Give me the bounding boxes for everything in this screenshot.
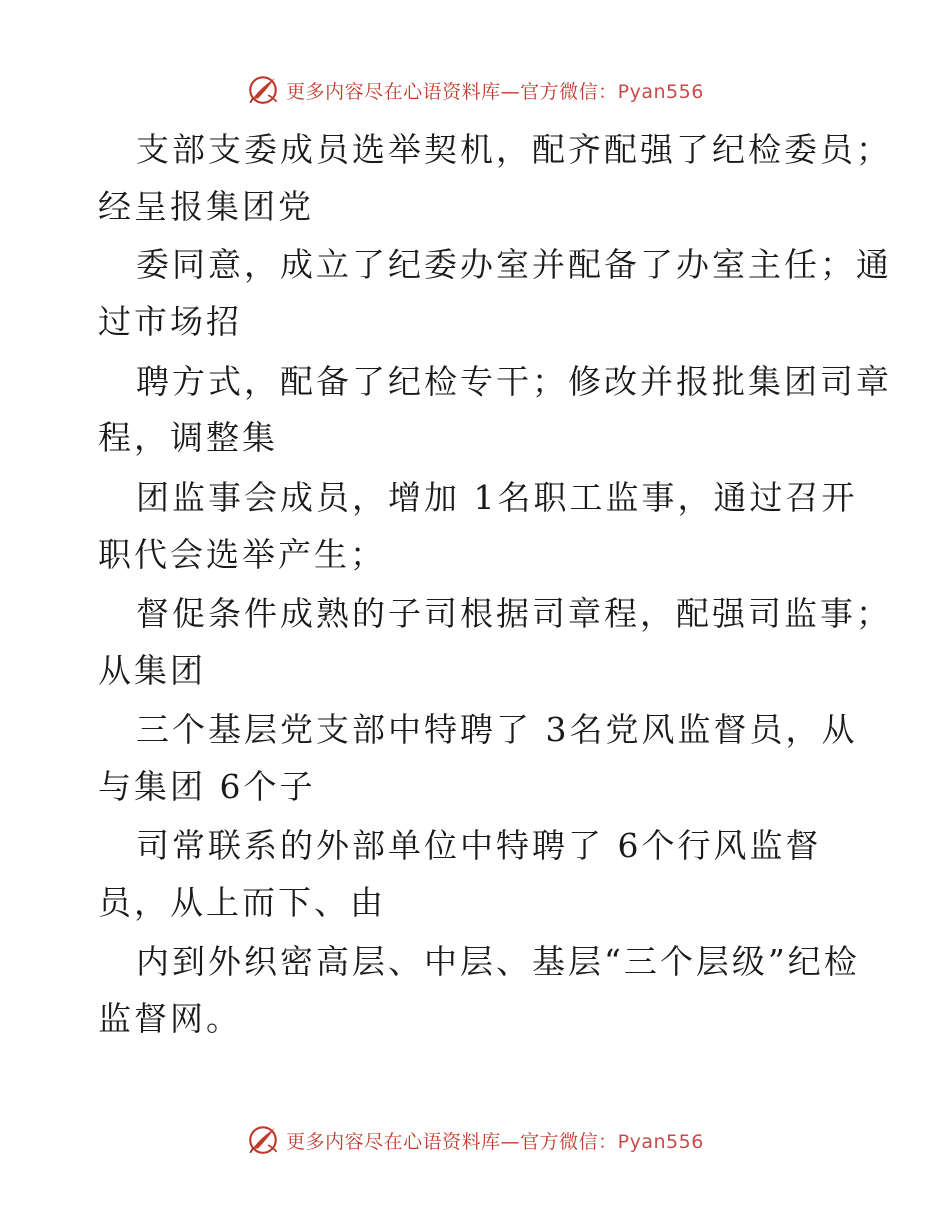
quill-pen-logo-icon [246, 1123, 280, 1157]
text-line: 督促条件成熟的子司根据司章程，配强司监事； [136, 594, 892, 633]
text-line: 经呈报集团党 [98, 187, 314, 226]
text-line: 内到外织密高层、中层、基层“三个层级”纪检 [136, 942, 860, 981]
header-banner [0, 70, 950, 110]
footer-banner-text: 更多内容尽在心语资料库—官方微信：Pyan556 [286, 1130, 704, 1153]
text-line: 职代会选举产生； [98, 535, 386, 574]
text-line: 监督网。 [98, 999, 242, 1038]
text-line: 三个基层党支部中特聘了 3名党风监督员，从 [136, 710, 858, 749]
text-line: 团监事会成员，增加 1名职工监事，通过召开 [136, 478, 858, 517]
text-line: 过市场招 [98, 302, 242, 341]
text-line: 从集团 [98, 651, 206, 690]
text-line: 聘方式，配备了纪检专干；修改并报批集团司章 [136, 362, 892, 401]
footer-banner [0, 1120, 950, 1160]
text-line: 委同意，成立了纪委办室并配备了办室主任；通 [136, 245, 892, 284]
text-line: 支部支委成员选举契机，配齐配强了纪检委员； [136, 130, 892, 169]
text-line: 员，从上而下、由 [98, 883, 386, 922]
footer-wechat-handle: Pyan556 [617, 1130, 704, 1153]
text-line: 司常联系的外部单位中特聘了 6个行风监督 [136, 826, 822, 865]
text-line: 程，调整集 [98, 418, 278, 457]
header-wechat-handle: Pyan556 [617, 80, 704, 103]
quill-pen-logo-icon [246, 73, 280, 107]
header-banner-text: 更多内容尽在心语资料库—官方微信：Pyan556 [286, 80, 704, 103]
text-line: 与集团 6个子 [98, 767, 316, 806]
